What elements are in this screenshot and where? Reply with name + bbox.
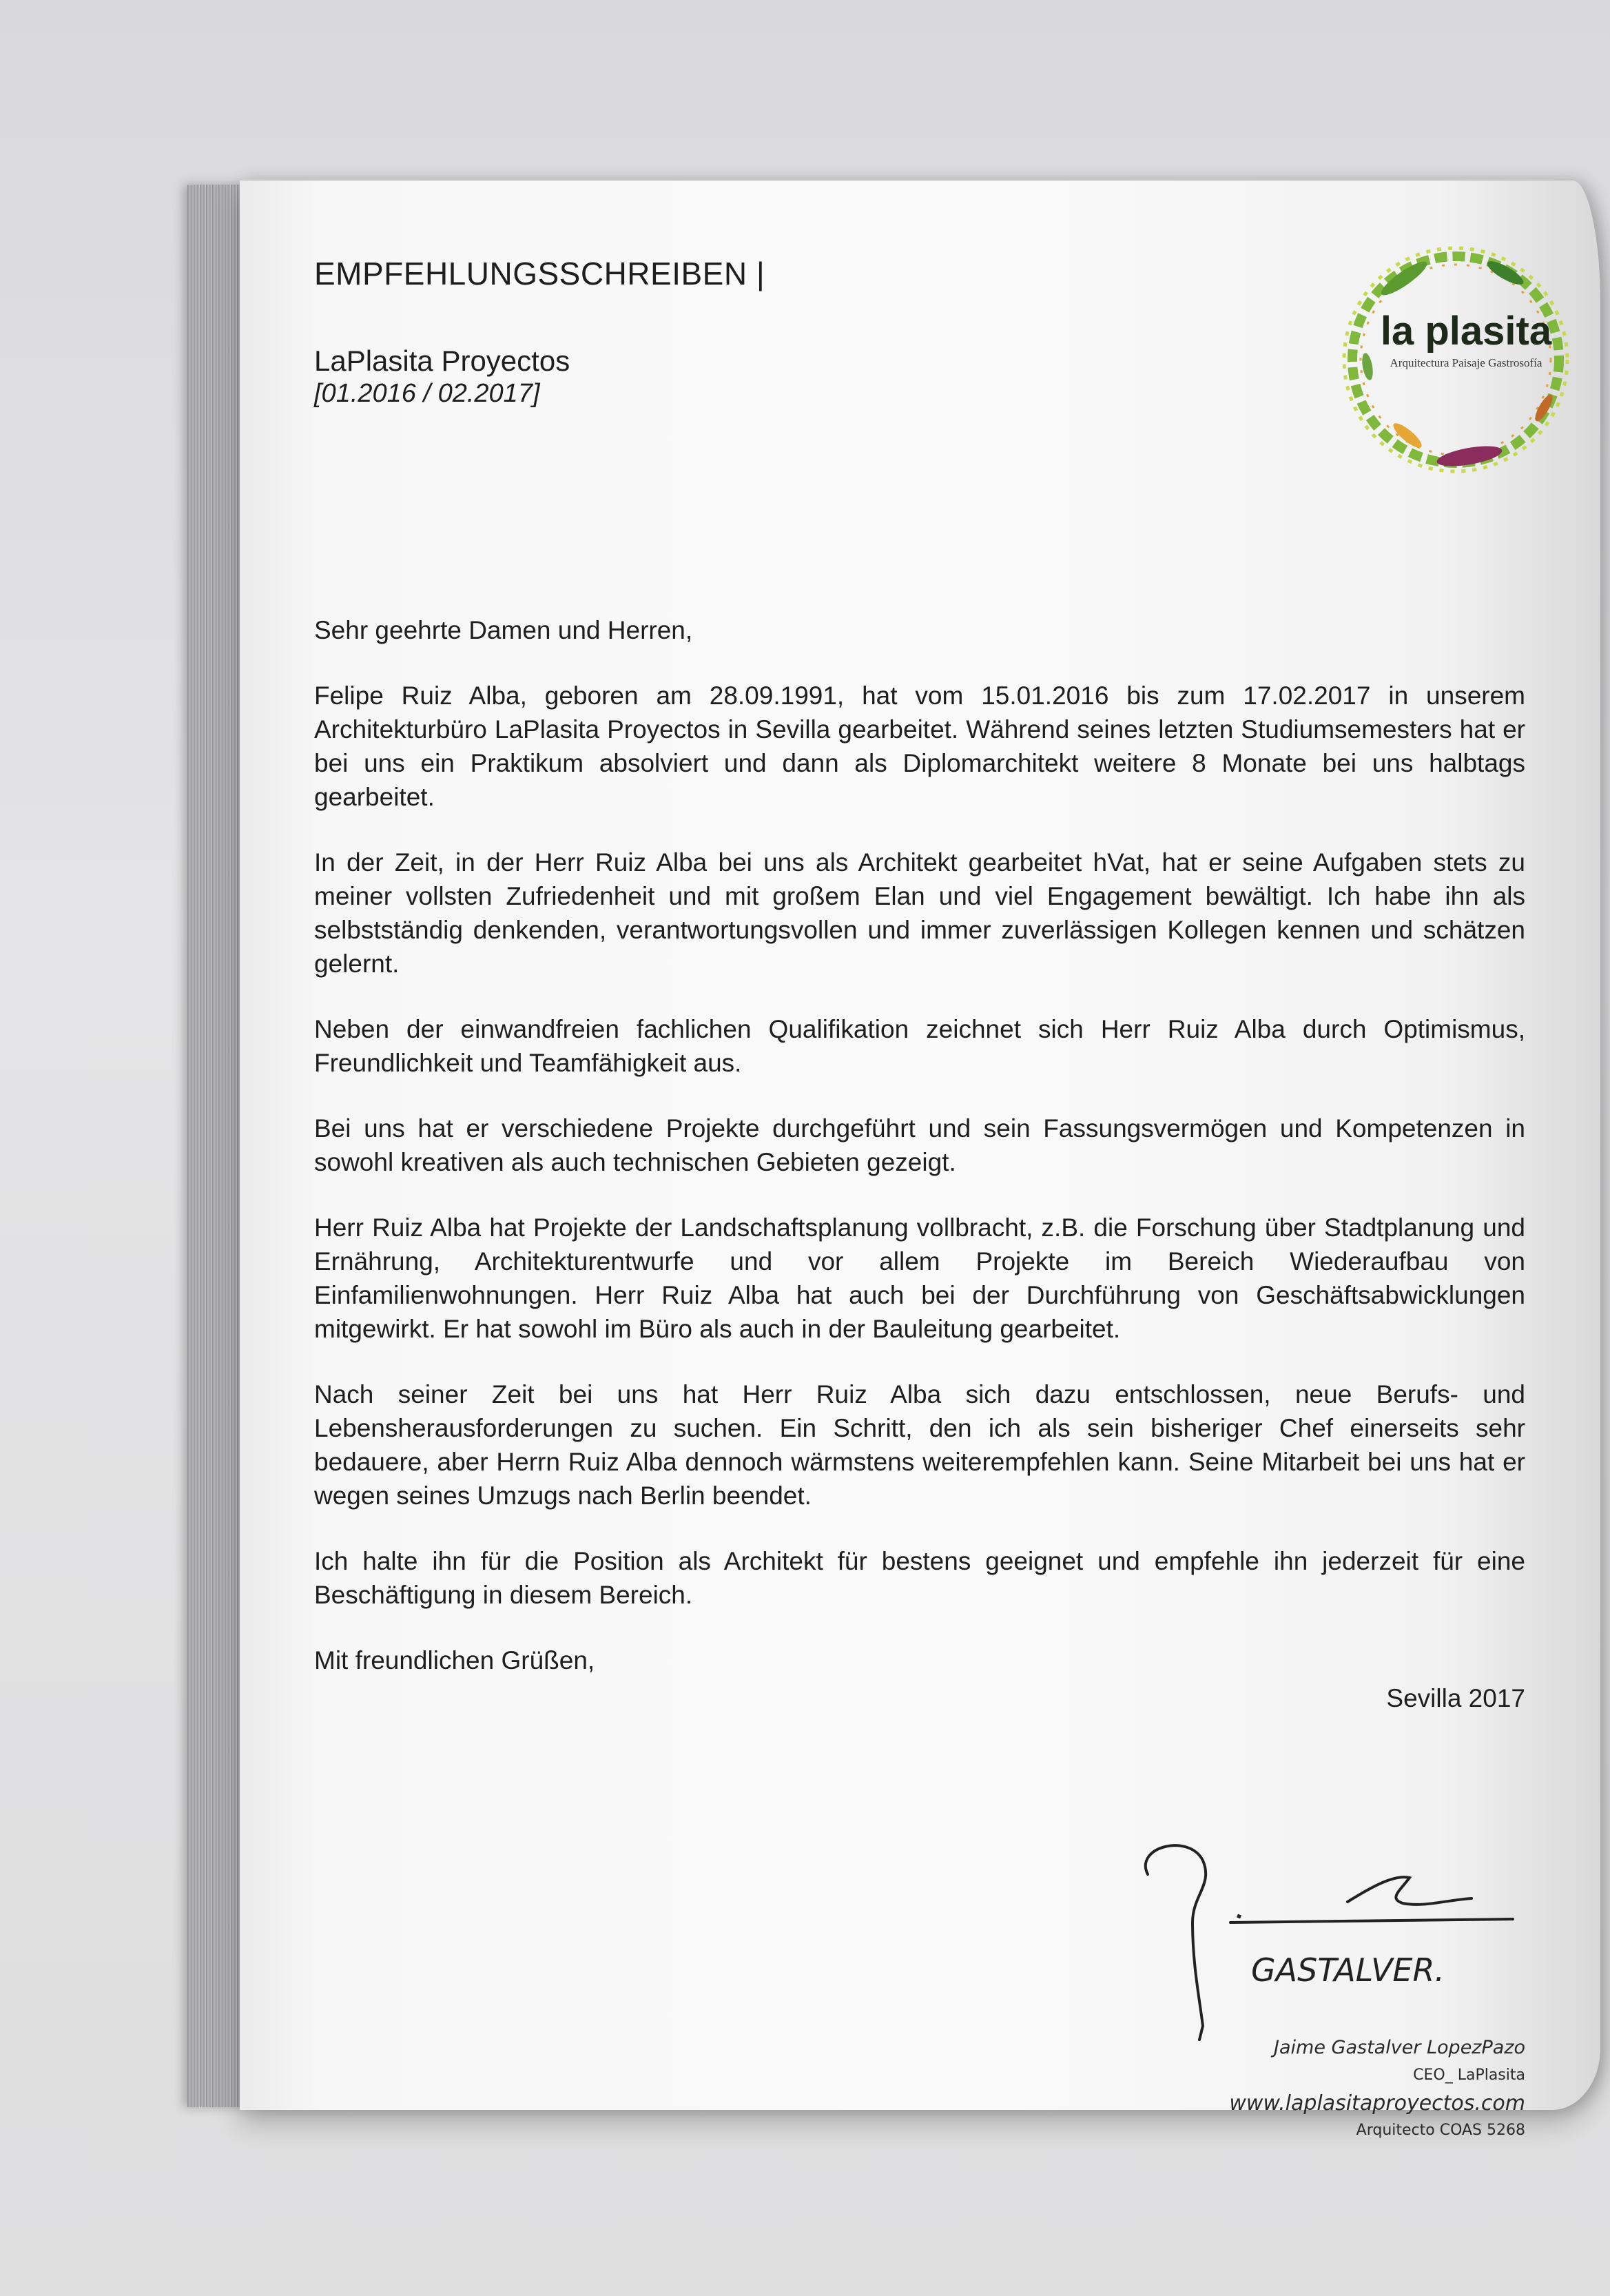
paragraph-2: In der Zeit, in der Herr Ruiz Alba bei uns als Architekt gearbeitet hVat, hat er seine Aufgaben stets zu meiner vollsten Zufriedenheit und mit großem Elan und viel Engagement bewältigt. Ich habe ihn als selbstständig denkenden, verantwortungsvollen und immer zuverlässigen Kollegen kennen und schätzen gelernt.: [314, 848, 1525, 978]
paragraph-7: Ich halte ihn für die Position als Architekt für bestens geeignet und empfehle ihn jederzeit für eine Beschäftigung in diesem Bereich.: [314, 1547, 1525, 1609]
letter-body: [314, 613, 1525, 1747]
employment-dates: [01.2016 / 02.2017]: [314, 379, 540, 408]
paragraph-1: Felipe Ruiz Alba, geboren am 28.09.1991, hat vom 15.01.2016 bis zum 17.02.2017 in unserem Architekturbüro LaPlasita Proyectos in Sevilla gearbeitet. Während seines letzten Studiumsemesters hat er bei uns ein Praktikum absolviert und dann als Diplomarchitekt weitere 8 Monate bei uns halbtags gearbeitet.: [314, 681, 1525, 811]
signer-role: CEO_ LaPlasita: [1413, 2067, 1525, 2084]
company-name: LaPlasita Proyectos: [314, 345, 570, 377]
handwritten-name: GASTALVER.: [1251, 1951, 1445, 1989]
letter-title: EMPFEHLUNGSSCHREIBEN |: [314, 256, 765, 291]
paragraph-4: Bei uns hat er verschiedene Projekte durchgeführt und sein Fassungsvermögen und Kompetenzen in sowohl kreativen als auch technischen Gebieten gezeigt.: [314, 1114, 1525, 1176]
letter-page: [240, 181, 1600, 2139]
salutation: Sehr geehrte Damen und Herren,: [314, 616, 693, 644]
architect-credential: Arquitecto COAS 5268: [1356, 2122, 1525, 2139]
logo-tagline: Arquitectura Paisaje Gastrosofía: [1390, 356, 1542, 369]
company-website: www.laplasitaproyectos.com: [1229, 2091, 1525, 2115]
closing: Mit freundlichen Grüßen,: [314, 1646, 595, 1674]
signature-block: [1229, 2033, 1525, 2142]
place-date: Sevilla 2017: [1386, 1684, 1525, 1712]
logo-brand: la plasita: [1380, 309, 1552, 353]
signer-name: Jaime Gastalver LopezPazo: [1274, 2037, 1525, 2058]
laplasita-logo: [1325, 229, 1587, 491]
paragraph-5: Herr Ruiz Alba hat Projekte der Landschaftsplanung vollbracht, z.B. die Forschung über Stadtplanung und Ernährung, Architekturentwurfe und vor allem Projekte im Bereich Wiederaufbau von Einfamilienwohnungen. Herr Ruiz Alba hat auch bei der Durchführung von Geschäftsabwicklungen mitgewirkt. Er hat sowohl im Büro als auch in der Bauleitung gearbeitet.: [314, 1213, 1525, 1343]
paragraph-6: Nach seiner Zeit bei uns hat Herr Ruiz Alba sich dazu entschlossen, neue Berufs- und Lebensherausforderungen zu suchen. Ein Schritt, den ich als sein bisheriger Chef einerseits sehr bedauere, aber Herrn Ruiz Alba dennoch wärmstens weiterempfehlen kann. Seine Mitarbeit bei uns hat er wegen seines Umzugs nach Berlin beendet.: [314, 1380, 1525, 1510]
paragraph-3: Neben der einwandfreien fachlichen Qualifikation zeichnet sich Herr Ruiz Alba durch Optimismus, Freundlichkeit und Teamfähigkeit aus.: [314, 1015, 1525, 1077]
